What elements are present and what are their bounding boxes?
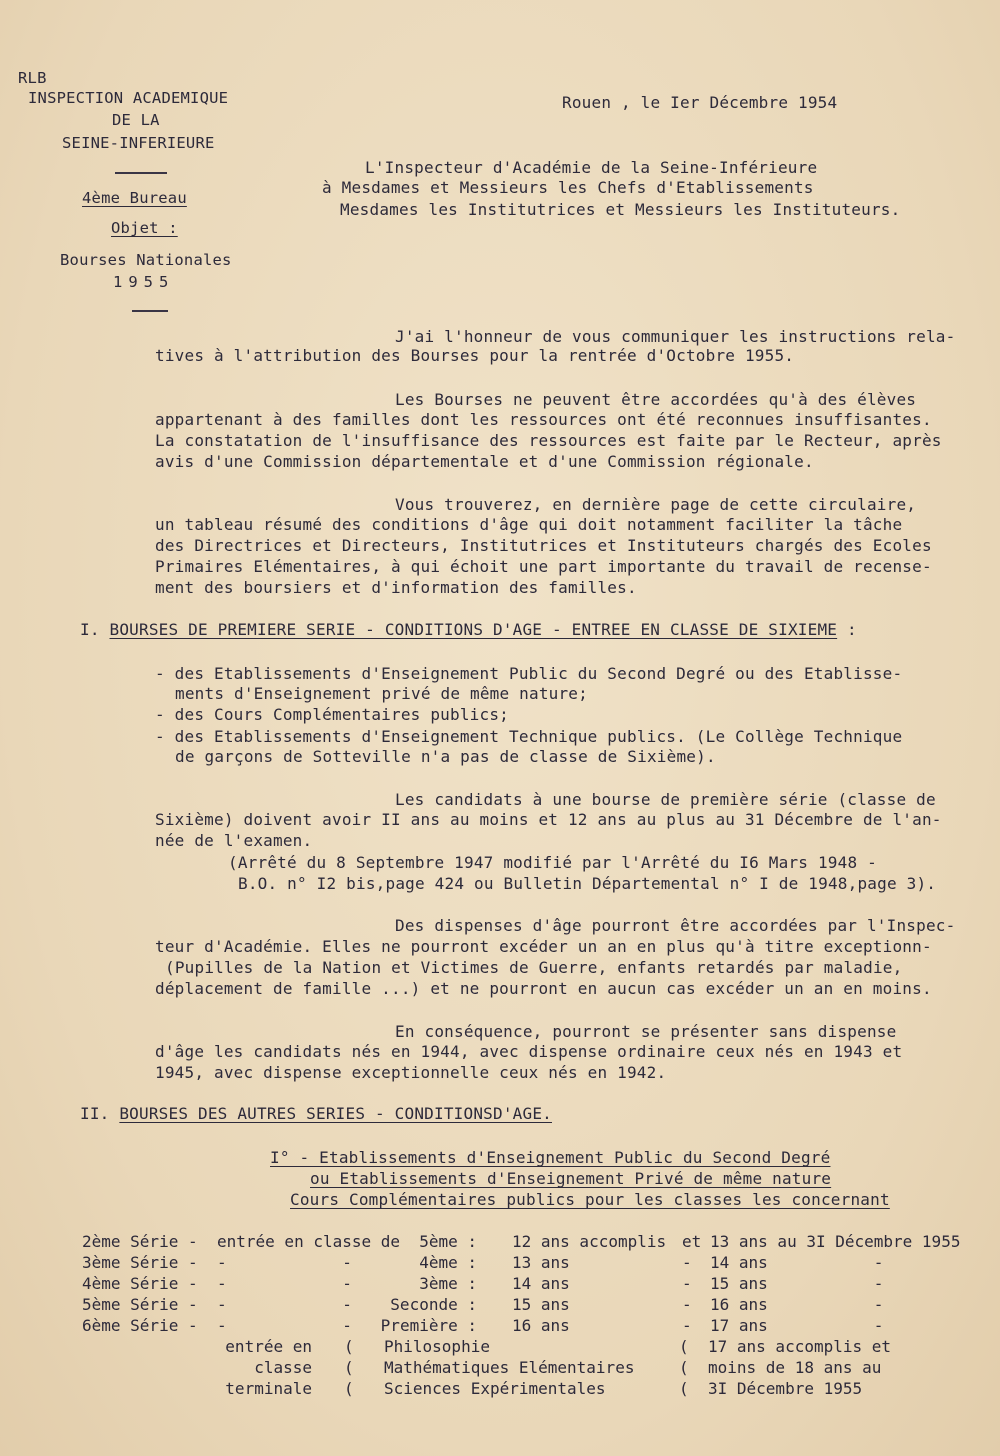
dispense-line-1: Des dispenses d'âge pourront être accordées par l'Inspec- [395, 916, 956, 935]
divider [115, 172, 167, 174]
subsection-line-2: ou Etablissements d'Enseignement Privé de même nature [310, 1169, 832, 1188]
table-cell-cond: 3I Décembre 1955 [708, 1379, 863, 1398]
object-title: Bourses Nationales [60, 251, 232, 269]
table-cell-serie: 3ème Série - [82, 1253, 198, 1272]
table-cell-serie: 2ème Série - [82, 1232, 198, 1251]
age-table [82, 1231, 982, 1411]
table-cell-entree: - - [217, 1316, 352, 1335]
table-cell-sep: - [682, 1295, 692, 1314]
table-cell-min: 14 ans [512, 1274, 570, 1293]
table-cell-left: entrée en [225, 1337, 312, 1356]
list-item-3-line-2: de garçons de Sotteville n'a pas de classe de Sixième). [175, 747, 716, 766]
list-item-2: - des Cours Complémentaires publics; [155, 705, 509, 724]
list-item-1-line-2: ments d'Enseignement privé de même nature; [175, 684, 588, 703]
table-row-terminale [82, 1336, 982, 1357]
intro-line-1: J'ai l'honneur de vous communiquer les instructions rela- [395, 327, 956, 346]
table-cell-sep: - [682, 1274, 692, 1293]
para3-line-2: un tableau résumé des conditions d'âge qui doit notamment faciliter la tâche [155, 515, 903, 534]
table-cell-max: 16 ans - [710, 1295, 884, 1314]
consequence-line-2: d'âge les candidats nés en 1944, avec dispense ordinaire ceux nés en 1943 et [155, 1042, 903, 1061]
table-row [82, 1231, 982, 1252]
table-cell-paren: ( [344, 1337, 354, 1356]
reference-code: RLB [18, 69, 47, 87]
table-cell-classe: Mathématiques Elémentaires [384, 1358, 635, 1377]
dispense-line-4: déplacement de famille ...) et ne pourront en aucun cas excéder un an en moins. [155, 979, 932, 998]
para2-line-2: appartenant à des familles dont les ressources ont été reconnues insuffisantes. [155, 410, 932, 429]
table-row [82, 1294, 982, 1315]
table-cell-min: 12 ans accomplis [512, 1232, 667, 1251]
table-row [82, 1273, 982, 1294]
para3-line-4: Primaires Elémentaires, à qui échoit une part importante du travail de recense- [155, 557, 932, 576]
list-item-3-line-1: - des Etablissements d'Enseignement Technique publics. (Le Collège Technique [155, 727, 903, 746]
table-row [82, 1252, 982, 1273]
table-cell-classe: 3ème : [419, 1274, 477, 1293]
candidates-line-1: Les candidats à une bourse de première série (classe de [395, 790, 936, 809]
object-year: 1955 [113, 273, 175, 291]
object-label: Objet : [111, 219, 178, 237]
consequence-line-3: 1945, avec dispense exceptionnelle ceux nés en 1942. [155, 1063, 667, 1082]
table-cell-sep: et [682, 1232, 702, 1251]
issuer-line-3: SEINE-INFERIEURE [62, 134, 215, 152]
table-cell-left: classe [254, 1358, 312, 1377]
issuer-line-1: INSPECTION ACADEMIQUE [28, 89, 229, 107]
subsection-line-1: I° - Etablissements d'Enseignement Public du Second Degré [270, 1148, 831, 1167]
candidates-line-3: née de l'examen. [155, 831, 313, 850]
table-cell-paren: ( [344, 1358, 354, 1377]
addressee-line-3: Mesdames les Institutrices et Messieurs les Instituteurs. [340, 200, 901, 219]
table-cell-sep: - [682, 1316, 692, 1335]
table-cell-entree: - - [217, 1295, 352, 1314]
table-cell-paren: ( [344, 1379, 354, 1398]
para2-line-3: La constatation de l'insuffisance des ressources est faite par le Recteur, après [155, 431, 942, 450]
table-cell-max: 14 ans - [710, 1253, 884, 1272]
table-cell-classe: 5ème : [419, 1232, 477, 1251]
table-cell-left: terminale [225, 1379, 312, 1398]
decree-line-2: B.O. n° I2 bis,page 424 ou Bulletin Départemental n° I de 1948,page 3). [238, 874, 937, 893]
section-1-heading: I. BOURSES DE PREMIERE SERIE - CONDITIONS D'AGE - ENTREE EN CLASSE DE SIXIEME : [80, 620, 857, 639]
divider [132, 310, 168, 312]
consequence-line-1: En conséquence, pourront se présenter sans dispense [395, 1022, 897, 1041]
table-row [82, 1315, 982, 1336]
bureau-label: 4ème Bureau [82, 189, 187, 207]
issuer-line-2: DE LA [112, 111, 160, 129]
table-row-terminale [82, 1357, 982, 1378]
table-cell-entree: - - [217, 1253, 352, 1272]
table-cell-paren2: ( [679, 1337, 689, 1356]
para2-line-1: Les Bourses ne peuvent être accordées qu'à des élèves [395, 390, 917, 409]
table-cell-entree: - - [217, 1274, 352, 1293]
dispense-line-2: teur d'Académie. Elles ne pourront excéder un an en plus qu'à titre exceptionn- [155, 937, 932, 956]
table-cell-classe: Seconde : [390, 1295, 477, 1314]
table-cell-min: 15 ans [512, 1295, 570, 1314]
table-cell-serie: 6ème Série - [82, 1316, 198, 1335]
decree-line-1: (Arrêté du 8 Septembre 1947 modifié par l'Arrêté du I6 Mars 1948 - [228, 853, 877, 872]
table-cell-cond: 17 ans accomplis et [708, 1337, 892, 1356]
section-2-heading: II. BOURSES DES AUTRES SERIES - CONDITIONSD'AGE. [80, 1104, 552, 1123]
para3-line-1: Vous trouverez, en dernière page de cette circulaire, [395, 495, 917, 514]
table-cell-serie: 5ème Série - [82, 1295, 198, 1314]
table-cell-classe: Première : [380, 1316, 477, 1335]
addressee-line-1: L'Inspecteur d'Académie de la Seine-Inférieure [365, 158, 818, 177]
intro-line-2: tives à l'attribution des Bourses pour la rentrée d'Octobre 1955. [155, 346, 795, 365]
table-cell-paren2: ( [679, 1358, 689, 1377]
table-cell-classe: 4ème : [419, 1253, 477, 1272]
table-cell-classe: Philosophie [384, 1337, 490, 1356]
table-cell-max: 13 ans au 3I Décembre 1955 [710, 1232, 961, 1251]
table-cell-cond: moins de 18 ans au [708, 1358, 882, 1377]
table-cell-classe: Sciences Expérimentales [384, 1379, 606, 1398]
date-line: Rouen , le Ier Décembre 1954 [562, 93, 838, 112]
table-cell-max: 17 ans - [710, 1316, 884, 1335]
addressee-line-2: à Mesdames et Messieurs les Chefs d'Etablissements [322, 178, 814, 197]
subsection-line-3: Cours Complémentaires publics pour les classes les concernant [290, 1190, 890, 1209]
table-cell-min: 16 ans [512, 1316, 570, 1335]
candidates-line-2: Sixième) doivent avoir II ans au moins et 12 ans au plus au 31 Décembre de l'an- [155, 810, 942, 829]
table-cell-paren2: ( [679, 1379, 689, 1398]
table-cell-entree: entrée en classe de [217, 1232, 401, 1251]
table-cell-sep: - [682, 1253, 692, 1272]
para2-line-4: avis d'une Commission départementale et d'une Commission régionale. [155, 452, 814, 471]
para3-line-5: ment des boursiers et d'information des familles. [155, 578, 637, 597]
table-cell-min: 13 ans [512, 1253, 570, 1272]
table-cell-max: 15 ans - [710, 1274, 884, 1293]
para3-line-3: des Directrices et Directeurs, Institutrices et Instituteurs chargés des Ecoles [155, 536, 932, 555]
table-row-terminale [82, 1378, 982, 1399]
dispense-line-3: (Pupilles de la Nation et Victimes de Guerre, enfants retardés par maladie, [165, 958, 903, 977]
table-cell-serie: 4ème Série - [82, 1274, 198, 1293]
list-item-1-line-1: - des Etablissements d'Enseignement Public du Second Degré ou des Etablisse- [155, 664, 903, 683]
